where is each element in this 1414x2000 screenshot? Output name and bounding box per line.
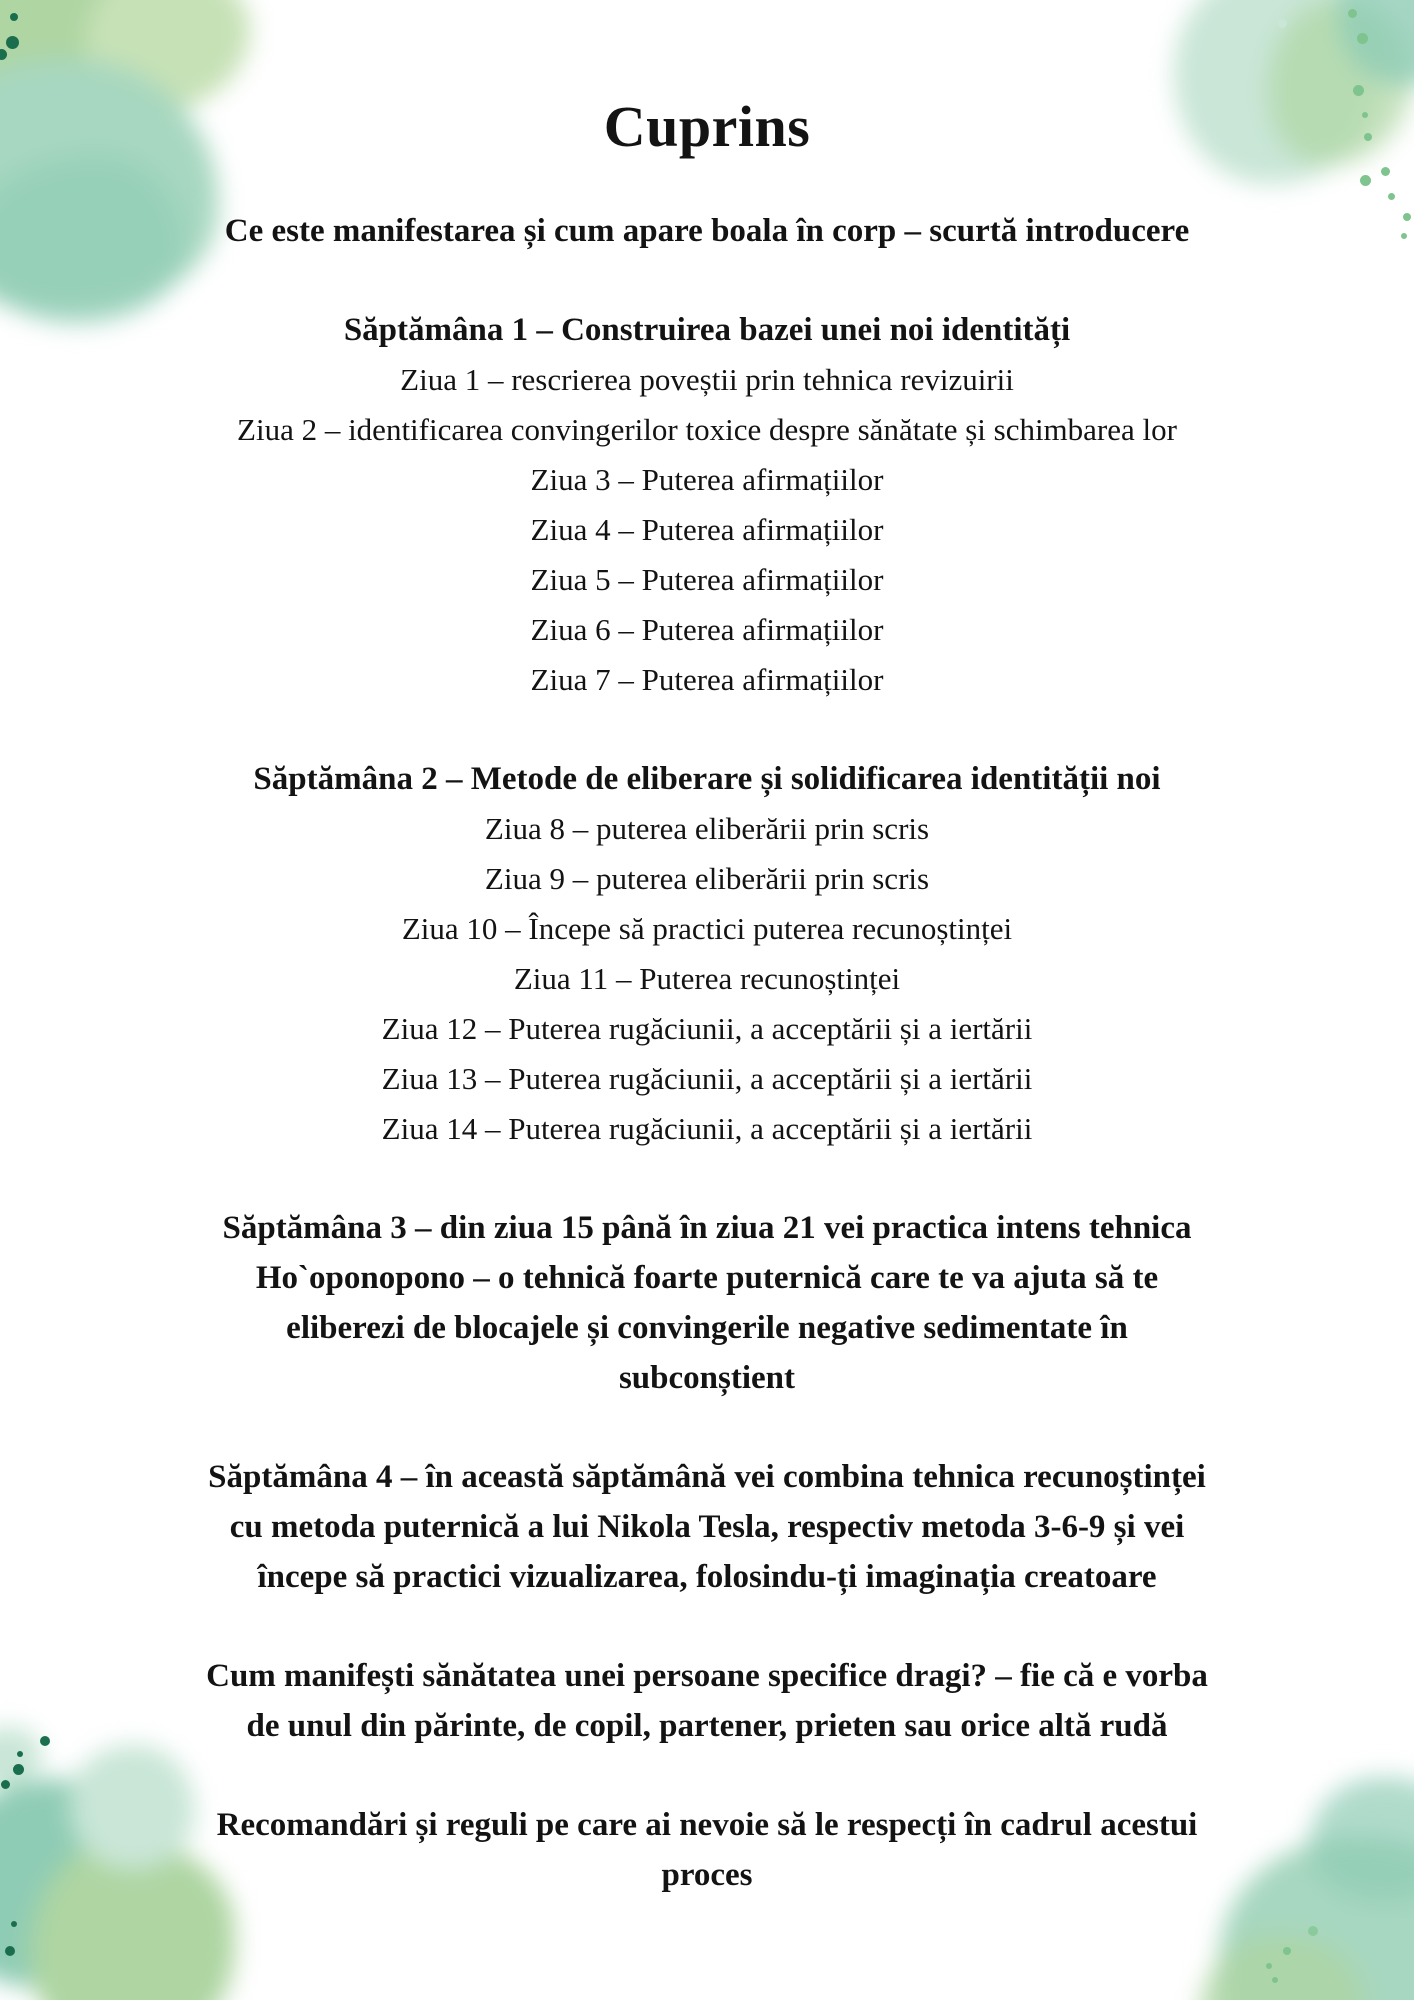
page-title: Cuprins	[603, 94, 811, 159]
paragraph-line: Săptămâna 4 – în această săptămână vei combina tehnica recunoștinței	[208, 1459, 1206, 1495]
intro-line: Ce este manifestarea și cum apare boala în corp – scurtă introducere	[224, 213, 1190, 249]
toc-item: Ziua 12 – Puterea rugăciunii, a acceptării și a iertării	[381, 1011, 1033, 1046]
paragraph-line: Cum manifești sănătatea unei persoane specifice dragi? – fie că e vorba	[206, 1658, 1208, 1694]
toc-item: Ziua 6 – Puterea afirmațiilor	[530, 612, 884, 647]
paragraph-line: cu metoda puternică a lui Nikola Tesla, respectiv metoda 3-6-9 și vei	[229, 1509, 1185, 1545]
paint-dot	[1272, 1977, 1278, 1983]
toc-item: Ziua 7 – Puterea afirmațiilor	[530, 662, 884, 697]
paragraph-line: Recomandări și reguli pe care ai nevoie să le respecți în cadrul acestui	[216, 1807, 1198, 1843]
week-4-paragraph	[77, 1452, 1337, 1602]
toc-item: Ziua 3 – Puterea afirmațiilor	[530, 462, 884, 497]
toc-item: Ziua 4 – Puterea afirmațiilor	[530, 512, 884, 547]
toc-item: Ziua 5 – Puterea afirmațiilor	[530, 562, 884, 597]
toc-item: Ziua 13 – Puterea rugăciunii, a acceptării și a iertării	[381, 1061, 1033, 1096]
toc-item: Ziua 11 – Puterea recunoștinței	[513, 961, 901, 996]
toc-item: Ziua 9 – puterea eliberării prin scris	[484, 861, 930, 896]
recommend-paragraph	[77, 1800, 1337, 1900]
paragraph-line: eliberezi de blocajele și convingerile negative sedimentate în	[286, 1310, 1128, 1346]
toc-item: Ziua 14 – Puterea rugăciunii, a acceptării și a iertării	[381, 1111, 1033, 1146]
intro-block	[77, 206, 1337, 256]
week-2-heading: Săptămâna 2 – Metode de eliberare și solidificarea identității noi	[253, 761, 1161, 797]
week-1-section	[77, 305, 1337, 705]
paragraph-line: începe să practici vizualizarea, folosindu-ți imaginația creatoare	[257, 1559, 1157, 1595]
week-2-section	[77, 754, 1337, 1154]
paragraph-line: subconștient	[618, 1360, 796, 1396]
paint-dot	[5, 1946, 15, 1956]
week-3-paragraph	[77, 1203, 1337, 1403]
toc-item: Ziua 8 – puterea eliberării prin scris	[484, 811, 930, 846]
paint-dot	[1283, 1947, 1291, 1955]
toc-item: Ziua 1 – rescrierea poveștii prin tehnica revizuirii	[400, 362, 1014, 397]
paint-dot	[11, 1921, 17, 1927]
paragraph-line: proces	[661, 1857, 753, 1893]
paint-dot	[1266, 1963, 1272, 1969]
paragraph-line: Ho`oponopono – o tehnică foarte puternică care te va ajuta să te	[255, 1260, 1159, 1296]
toc-item: Ziua 10 – Începe să practici puterea recunoștinței	[401, 911, 1013, 946]
paragraph-line: Săptămâna 3 – din ziua 15 până în ziua 21 vei practica intens tehnica	[222, 1210, 1192, 1246]
toc-item: Ziua 2 – identificarea convingerilor toxice despre sănătate și schimbarea lor	[237, 412, 1177, 447]
paragraph-line: de unul din părinte, de copil, partener, prieten sau orice altă rudă	[246, 1708, 1168, 1744]
week-1-heading: Săptămâna 1 – Construirea bazei unei noi identități	[343, 312, 1071, 348]
paint-dot	[1308, 1926, 1318, 1936]
manifest-paragraph	[77, 1651, 1337, 1751]
